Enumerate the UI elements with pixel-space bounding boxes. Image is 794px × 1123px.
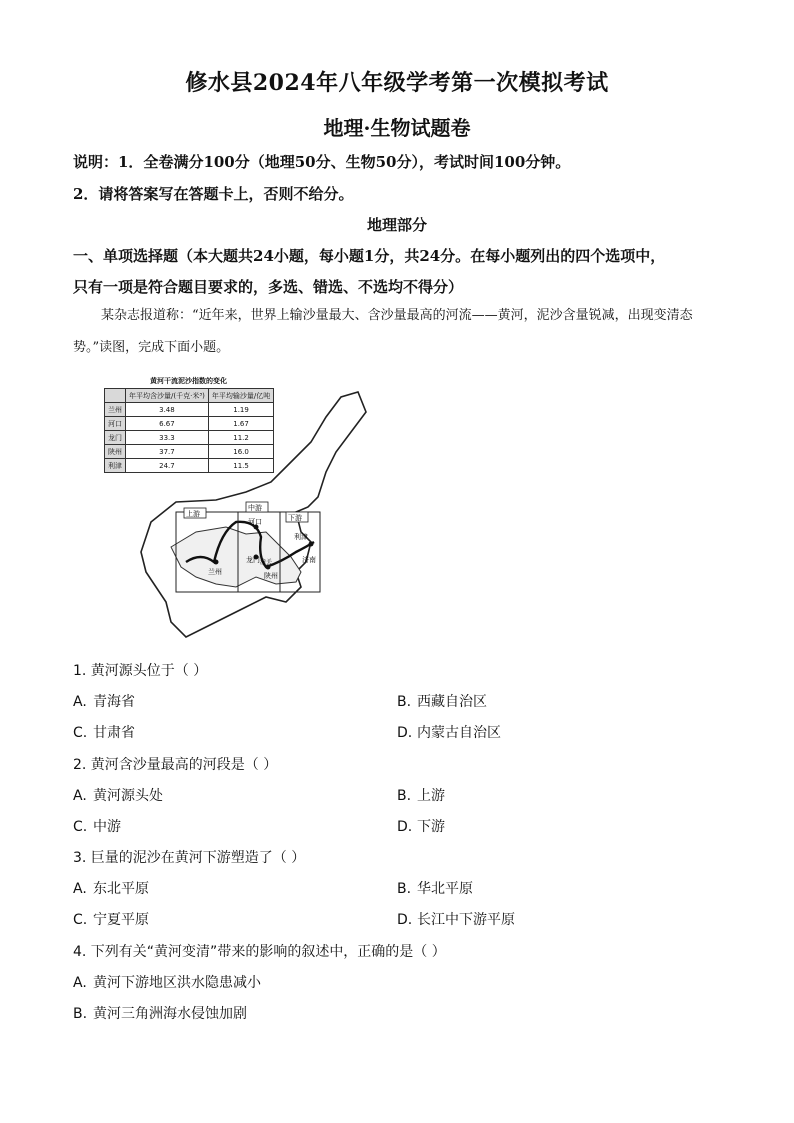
option-key: D. [397, 912, 413, 928]
option-key: B. [397, 881, 412, 897]
question-4: 4. 下列有关“黄河变清”带来的影响的叙述中，正确的是（ ） [73, 944, 446, 960]
q1-option-b[interactable] [397, 691, 487, 711]
value-cell: 11.5 [208, 459, 273, 473]
table-corner [105, 389, 126, 403]
q3-option-a[interactable] [73, 878, 149, 898]
value-cell: 11.2 [208, 431, 273, 445]
station-cell: 陕州 [105, 445, 126, 459]
option-text: 西藏自治区 [417, 694, 487, 710]
table-title: 黄河干流泥沙指数的变化 [150, 377, 227, 385]
exam-title: 修水县2024年八年级学考第一次模拟考试 [185, 70, 609, 96]
option-key: A. [73, 881, 87, 897]
option-key: A. [73, 694, 87, 710]
q2-option-a[interactable] [73, 785, 163, 805]
section-heading-1: 一、单项选择题（本大题共24小题，每小题1分，共24分。在每小题列出的四个选项中， [73, 247, 666, 265]
q1-option-a[interactable] [73, 691, 135, 711]
section-name: 地理部分 [366, 216, 427, 234]
q3-option-b[interactable] [397, 878, 473, 898]
value-cell: 37.7 [126, 445, 209, 459]
material-text: 某杂志报道称：“近年来，世界上输沙量最大、含沙量最高的河流——黄河，泥沙含量锐减，出现变清态势。”读图，完成下面小题。 [73, 308, 693, 355]
label-lijin: 利津 [294, 533, 308, 541]
exam-subtitle: 地理·生物试题卷 [323, 116, 471, 140]
q1-option-d[interactable] [397, 722, 501, 742]
value-cell: 6.67 [126, 417, 209, 431]
label-middle: 中游 [248, 504, 262, 512]
value-cell: 3.48 [126, 403, 209, 417]
value-cell: 16.0 [208, 445, 273, 459]
table-row [105, 445, 274, 459]
station-cell: 龙门 [105, 431, 126, 445]
option-text: 甘肃省 [93, 725, 135, 741]
option-text: 黄河三角洲海水侵蚀加剧 [93, 1006, 247, 1022]
q4-option-b[interactable] [73, 1003, 247, 1023]
option-key: A. [73, 788, 87, 804]
option-text: 东北平原 [93, 881, 149, 897]
value-cell: 33.3 [126, 431, 209, 445]
instruction-1: 说明：1．全卷满分100分（地理50分、生物50分），考试时间100分钟。 [73, 153, 571, 171]
table-col2-header: 年平均输沙量/亿吨 [208, 389, 273, 403]
label-lanzhou: 兰州 [208, 568, 222, 576]
option-key: D. [397, 819, 413, 835]
q3-option-c[interactable] [73, 909, 149, 929]
q2-option-d[interactable] [397, 816, 445, 836]
label-lower: 下游 [288, 514, 302, 522]
table-row [105, 403, 274, 417]
q4-option-a[interactable] [73, 972, 261, 992]
instruction-2: 2．请将答案写在答题卡上，否则不给分。 [73, 185, 354, 203]
table-row [105, 417, 274, 431]
q2-option-c[interactable] [73, 816, 121, 836]
value-cell: 24.7 [126, 459, 209, 473]
label-longmen: 龙门 [246, 556, 260, 564]
station-cell: 兰州 [105, 403, 126, 417]
q2-option-b[interactable] [397, 785, 445, 805]
table-row [105, 431, 274, 445]
label-jinan: 济南 [302, 556, 316, 564]
label-hekou: 河口 [248, 518, 262, 526]
question-3: 3. 巨量的泥沙在黄河下游塑造了（ ） [73, 850, 306, 866]
table-row [105, 459, 274, 473]
option-text: 黄河下游地区洪水隐患减小 [93, 975, 261, 991]
option-text: 宁夏平原 [93, 912, 149, 928]
option-text: 下游 [417, 819, 445, 835]
q3-option-d[interactable] [397, 909, 515, 929]
value-cell: 1.67 [208, 417, 273, 431]
label-shanzhou: 陕州 [264, 572, 278, 580]
option-key: D. [397, 725, 413, 741]
value-cell: 1.19 [208, 403, 273, 417]
option-key: B. [397, 694, 412, 710]
table-col1-header: 年平均含沙量/(千克·米³) [126, 389, 209, 403]
option-key: B. [73, 1006, 88, 1022]
question-1: 1. 黄河源头位于（ ） [73, 663, 208, 679]
option-text: 长江中下游平原 [417, 912, 515, 928]
question-2: 2. 黄河含沙量最高的河段是（ ） [73, 757, 278, 773]
option-text: 青海省 [93, 694, 135, 710]
option-key: C. [73, 912, 88, 928]
option-key: A. [73, 975, 87, 991]
label-upper: 上游 [186, 510, 200, 518]
option-text: 内蒙古自治区 [417, 725, 501, 741]
station-cell: 河口 [105, 417, 126, 431]
option-text: 中游 [93, 819, 121, 835]
option-key: C. [73, 819, 88, 835]
section-heading-2: 只有一项是符合题目要求的，多选、错选、不选均不得分） [73, 278, 464, 296]
label-tongguan: 潼关 [260, 559, 273, 566]
option-text: 黄河源头处 [93, 788, 163, 804]
option-key: B. [397, 788, 412, 804]
option-text: 华北平原 [417, 881, 473, 897]
option-text: 上游 [417, 788, 445, 804]
sediment-table [104, 388, 274, 473]
q1-option-c[interactable] [73, 722, 135, 742]
option-key: C. [73, 725, 88, 741]
station-cell: 利津 [105, 459, 126, 473]
